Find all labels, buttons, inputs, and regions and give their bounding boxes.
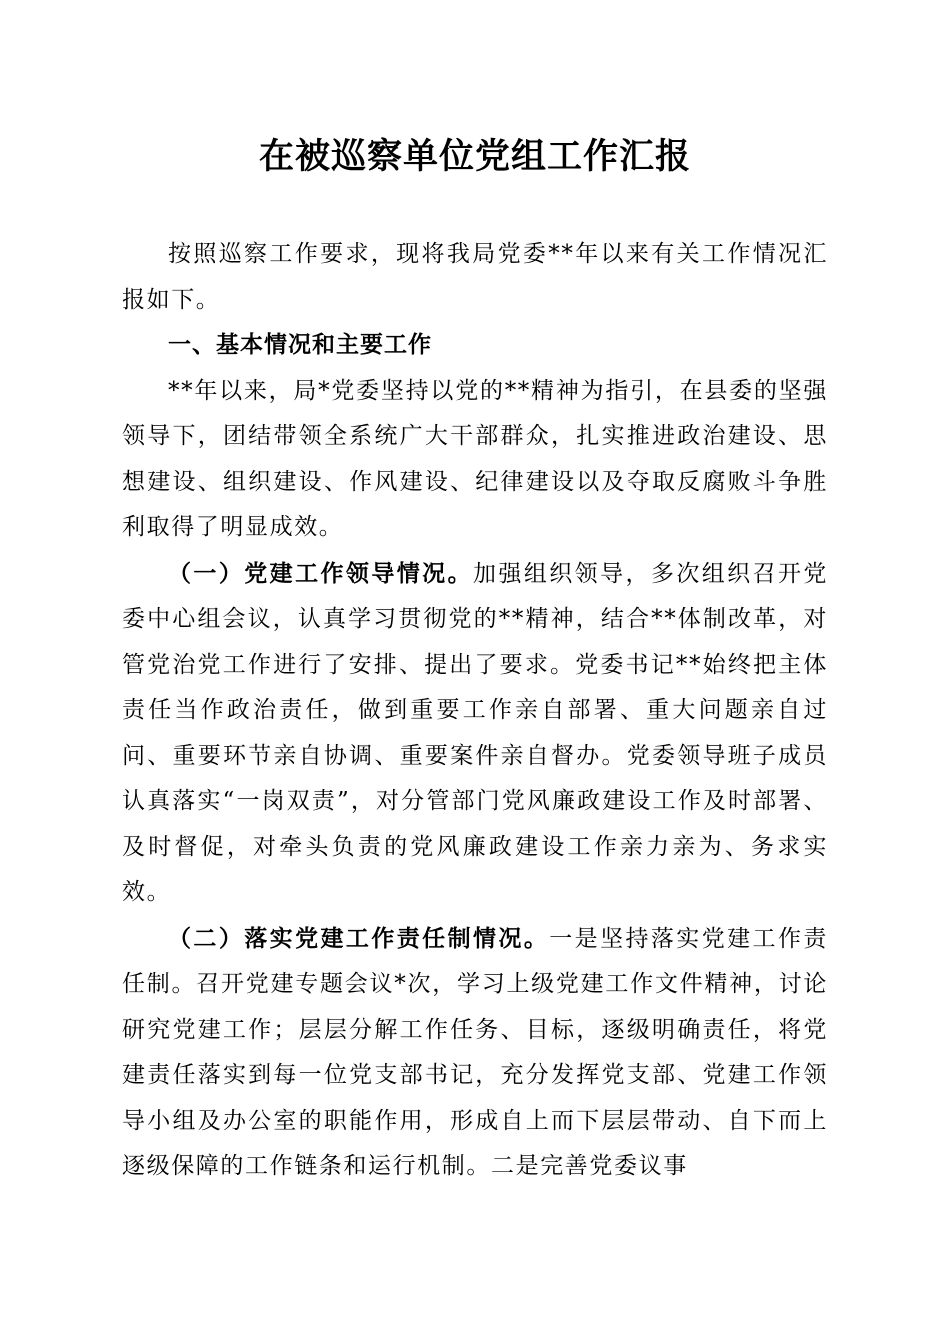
section-heading-basic-situation: 一、基本情况和主要工作 <box>168 332 432 358</box>
responsibility-system-text: 一是坚持落实党建工作责任制。召开党建专题会议*次，学习上级党建工作文件精神，讨论研究党建工作；层层分解工作任务、目标，逐级明确责任，将党建责任落实到每一位党支部书记，充分发挥党支部、党建工作领导小组及办公室的职能作用，形成自上而下层层带动、自下而上逐级保障的工作链条和运行机制。二是完善党委议事 <box>122 925 828 1179</box>
subsection-label-responsibility: （二）落实党建工作责任制情况。 <box>168 924 550 952</box>
subsection-label-leadership: （一）党建工作领导情况。 <box>168 559 473 587</box>
intro-paragraph: 按照巡察工作要求，现将我局党委**年以来有关工作情况汇报如下。 <box>122 241 828 313</box>
overview-paragraph: **年以来，局*党委坚持以党的**精神为指引，在县委的坚强领导下，团结带领全系统广大干部群众，扎实推进政治建设、思想建设、组织建设、作风建设、纪律建设以及夺取反腐败斗争胜利取得了明显成效。 <box>122 377 828 540</box>
party-leadership-text: 加强组织领导，多次组织召开党委中心组会议，认真学习贯彻党的**精神，结合**体制改革，对管党治党工作进行了安排、提出了要求。党委书记**始终把主体责任当作政治责任，做到重要工作亲自部署、重大问题亲自过问、重要环节亲自协调、重要案件亲自督办。党委领导班子成员认真落实“一岗双责”，对分管部门党风廉政建设工作及时部署、及时督促，对牵头负责的党风廉政建设工作亲力亲为、务求实效。 <box>122 560 829 905</box>
party-leadership-paragraph <box>122 551 828 916</box>
document-body <box>122 232 828 1190</box>
document-title: 在被巡察单位党组工作汇报 <box>258 136 691 177</box>
responsibility-system-paragraph <box>122 916 828 1190</box>
